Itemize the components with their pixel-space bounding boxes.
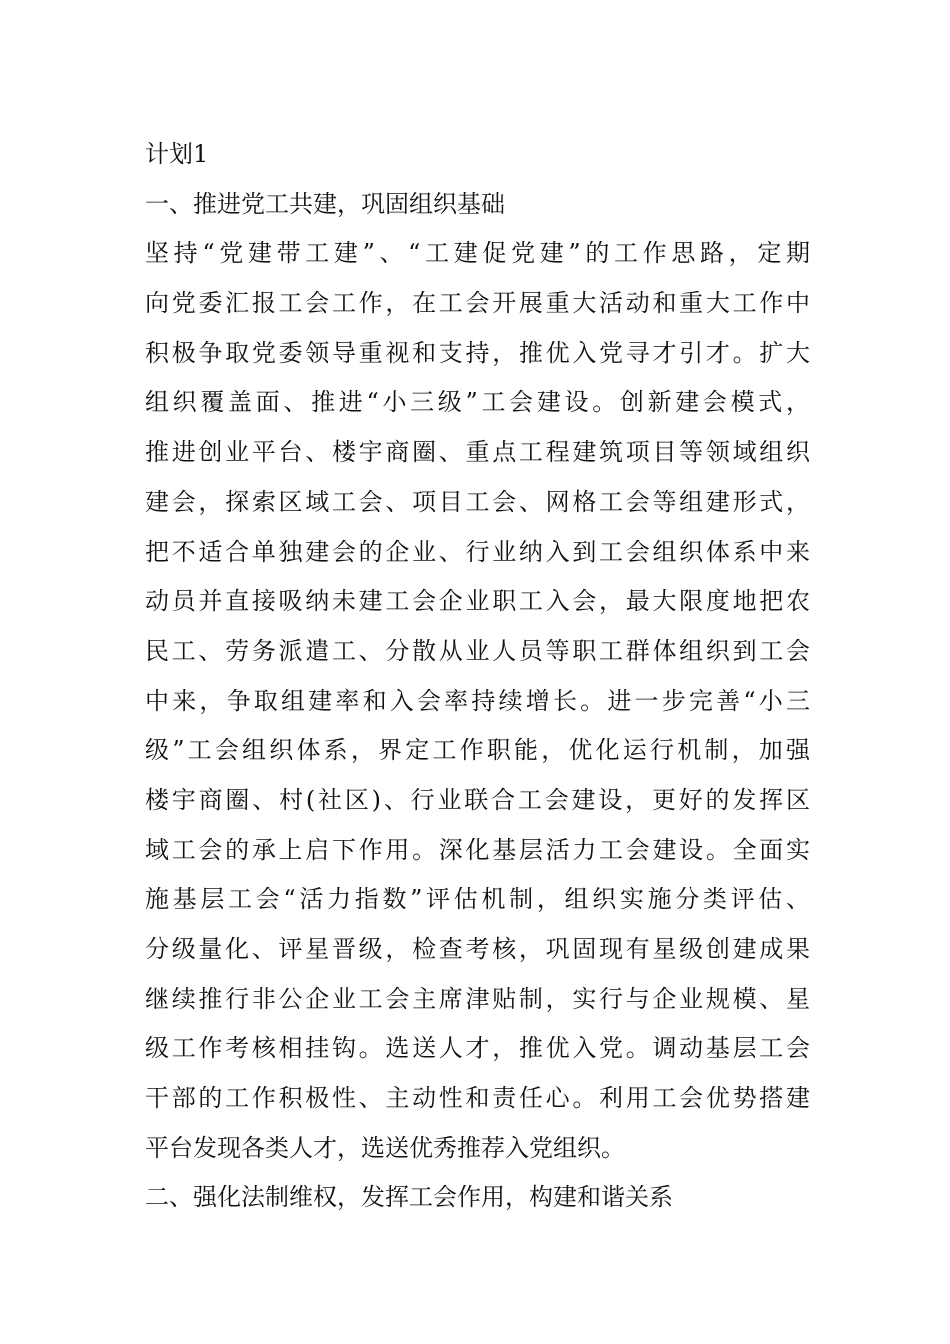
paragraph-line: 建会，探索区域工会、项目工会、网格工会等组建形式， [145,487,810,516]
paragraph-line: 楼宇商圈、村(社区)、行业联合工会建设，更好的发挥区 [145,785,810,814]
paragraph-line: 干部的工作积极性、主动性和责任心。利用工会优势搭建 [145,1084,810,1113]
paragraph-line: 继续推行非公企业工会主席津贴制，实行与企业规模、星 [145,984,810,1013]
paragraph-line: 级工作考核相挂钩。选送人才，推优入党。调动基层工会 [145,1034,810,1063]
paragraph-line: 把不适合单独建会的企业、行业纳入到工会组织体系中来 [145,537,810,566]
section-1-heading: 一、推进党工共建，巩固组织基础 [145,189,505,218]
paragraph-line: 积极争取党委领导重视和支持，推优入党寻才引才。扩大 [145,338,810,367]
document-body [145,130,810,1223]
paragraph-line: 民工、劳务派遣工、分散从业人员等职工群体组织到工会 [145,636,810,665]
paragraph-line: 向党委汇报工会工作，在工会开展重大活动和重大工作中 [145,289,810,318]
section-2-heading: 二、强化法制维权，发挥工会作用，构建和谐关系 [145,1183,673,1212]
paragraph-line: 动员并直接吸纳未建工会企业职工入会，最大限度地把农 [145,587,810,616]
paragraph-line: 中来，争取组建率和入会率持续增长。进一步完善“小三 [145,686,810,715]
section-1-paragraph [145,229,810,1173]
paragraph-line: 分级量化、评星晋级，检查考核，巩固现有星级创建成果 [145,935,810,963]
paragraph-line: 组织覆盖面、推进“小三级”工会建设。创新建会模式， [145,388,810,417]
paragraph-line: 施基层工会“活力指数”评估机制，组织实施分类评估、 [145,885,810,914]
paragraph-line: 坚持“党建带工建”、“工建促党建”的工作思路，定期 [145,239,810,268]
document-title: 计划1 [145,140,209,168]
paragraph-line: 平台发现各类人才，选送优秀推荐入党组织。 [145,1133,625,1162]
paragraph-line: 域工会的承上启下作用。深化基层活力工会建设。全面实 [145,835,810,864]
paragraph-line: 级”工会组织体系，界定工作职能，优化运行机制，加强 [145,736,810,765]
paragraph-line: 推进创业平台、楼宇商圈、重点工程建筑项目等领域组织 [145,438,810,467]
